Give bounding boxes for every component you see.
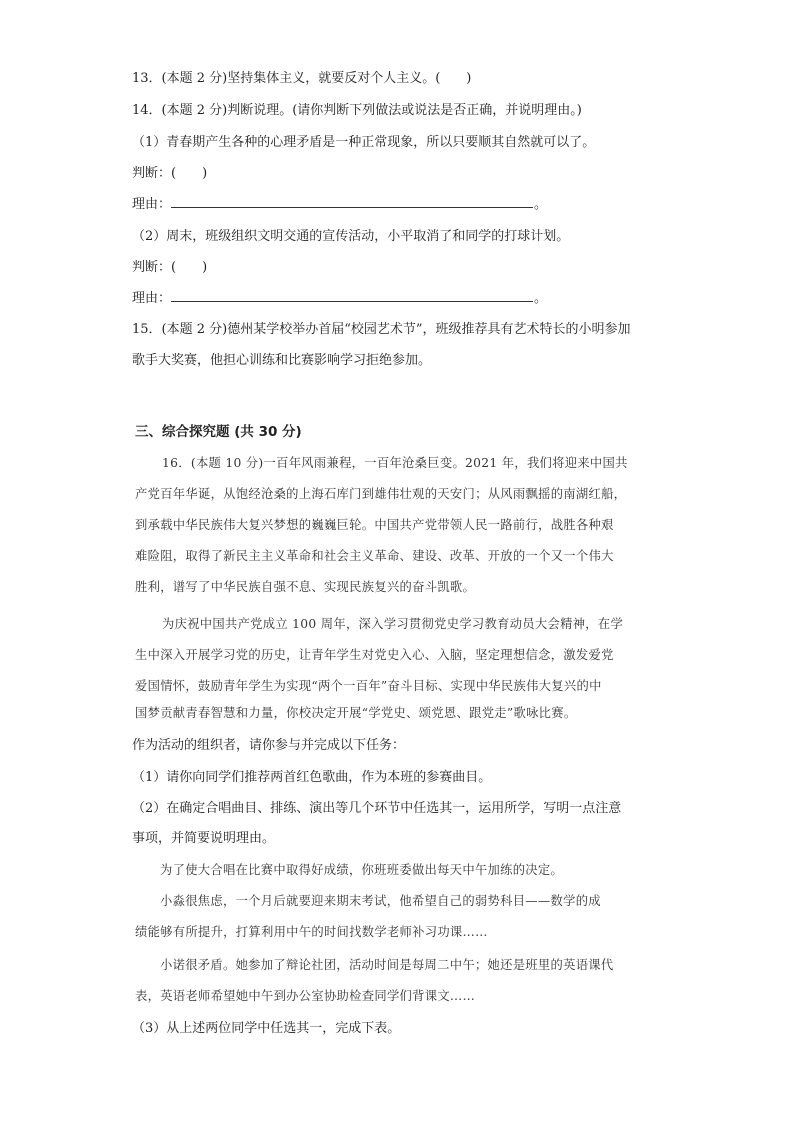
- question-16-p1-line: 难险阻，取得了新民主主义革命和社会主义革命、建设、改革、开放的一个又一个伟大: [135, 549, 614, 563]
- question-14-stem: 14．(本题 2 分)判断说理。(请你判断下列做法或说法是否正确，并说明理由。): [132, 103, 582, 118]
- material-xiaomiao-line-1: 小淼很焦虑，一个月后就要迎来期末考试，他希望自己的弱势科目——数学的成: [160, 894, 601, 908]
- material-xiaomiao-line-2: 绩能够有所提升，打算利用中午的时间找数学老师补习功课……: [135, 925, 488, 939]
- material-intro: 为了使大合唱在比赛中取得好成绩，你班班委做出每天中午加练的决定。: [160, 863, 564, 877]
- question-16-p2-line: 生中深入开展学习党的历史，让青年学生对党史入心、入脑，坚定理想信念，激发爱党: [135, 648, 614, 662]
- question-16-p1-line: 胜利，谱写了中华民族自强不息、实现民族复兴的奋斗凯歌。: [135, 580, 476, 594]
- question-14-item-1: （1）青春期产生各种的心理矛盾是一种正常现象，所以只要顺其自然就可以了。: [132, 135, 596, 150]
- task-1: （1）请你向同学们推荐两首红色歌曲，作为本班的参赛曲目。: [132, 770, 492, 785]
- material-xiaonuo-line-2: 表，英语老师希望她中午到办公室协助检查同学们背课文……: [135, 989, 476, 1003]
- question-16-p2-line: 为庆祝中国共产党成立 100 周年，深入学习贯彻党史学习教育动员大会精神，在学: [162, 617, 624, 631]
- question-16-p2-line: 爱国情怀，鼓励青年学生为实现“两个一百年”奋斗目标、实现中华民族伟大复兴的中: [135, 679, 602, 693]
- question-16-p2-line: 国梦贡献青春智慧和力量，你校决定开展“学党史、颂党恩、跟党走”歌咏比赛。: [135, 706, 577, 720]
- reason-end: 。: [534, 291, 548, 306]
- question-14-reason-1: [132, 193, 547, 212]
- question-13: 13．(本题 2 分)坚持集体主义，就要反对个人主义。( ): [132, 71, 472, 86]
- task-intro: 作为活动的组织者，请你参与并完成以下任务：: [132, 738, 406, 753]
- question-14-item-2: （2）周末，班级组织文明交通的宣传活动，小平取消了和同学的打球计划。: [132, 229, 570, 244]
- question-14-reason-2: [132, 287, 547, 306]
- task-2-line-2: 事项，并简要说明理由。: [132, 831, 276, 846]
- reason-end: 。: [534, 197, 548, 212]
- question-15-line-1: 15．(本题 2 分)德州某学校举办首届“校园艺术节”，班级推荐具有艺术特长的小明参加: [132, 322, 631, 337]
- question-16-p1-line: 到承载中华民族伟大复兴梦想的巍巍巨轮。中国共产党带领人民一路前行，战胜各种艰: [135, 518, 614, 532]
- question-16-p1-line: 产党百年华诞，从饱经沧桑的上海石库门到雄伟壮观的天安门；从风雨飘摇的南湖红船，: [135, 487, 627, 501]
- answer-blank[interactable]: [171, 289, 533, 302]
- reason-label: 理由：: [132, 291, 172, 306]
- task-3: （3）从上述两位同学中任选其一，完成下表。: [132, 1021, 401, 1036]
- answer-blank[interactable]: [171, 195, 533, 208]
- question-16-p1-line: 16．(本题 10 分)一百年风雨兼程，一百年沧桑巨变。2021 年，我们将迎来中国共: [162, 456, 628, 470]
- question-15-line-2: 歌手大奖赛，他担心训练和比赛影响学习拒绝参加。: [132, 353, 432, 368]
- section-3-heading: 三、综合探究题 (共 30 分): [135, 424, 302, 440]
- question-14-judge-1: 判断：( ): [132, 166, 208, 181]
- task-2-line-1: （2）在确定合唱曲目、排练、演出等几个环节中任选其一，运用所学，写明一点注意: [132, 801, 622, 816]
- reason-label: 理由：: [132, 197, 172, 212]
- question-14-judge-2: 判断：( ): [132, 260, 208, 275]
- material-xiaonuo-line-1: 小诺很矛盾。她参加了辩论社团，活动时间是每周二中午；她还是班里的英语课代: [160, 958, 614, 972]
